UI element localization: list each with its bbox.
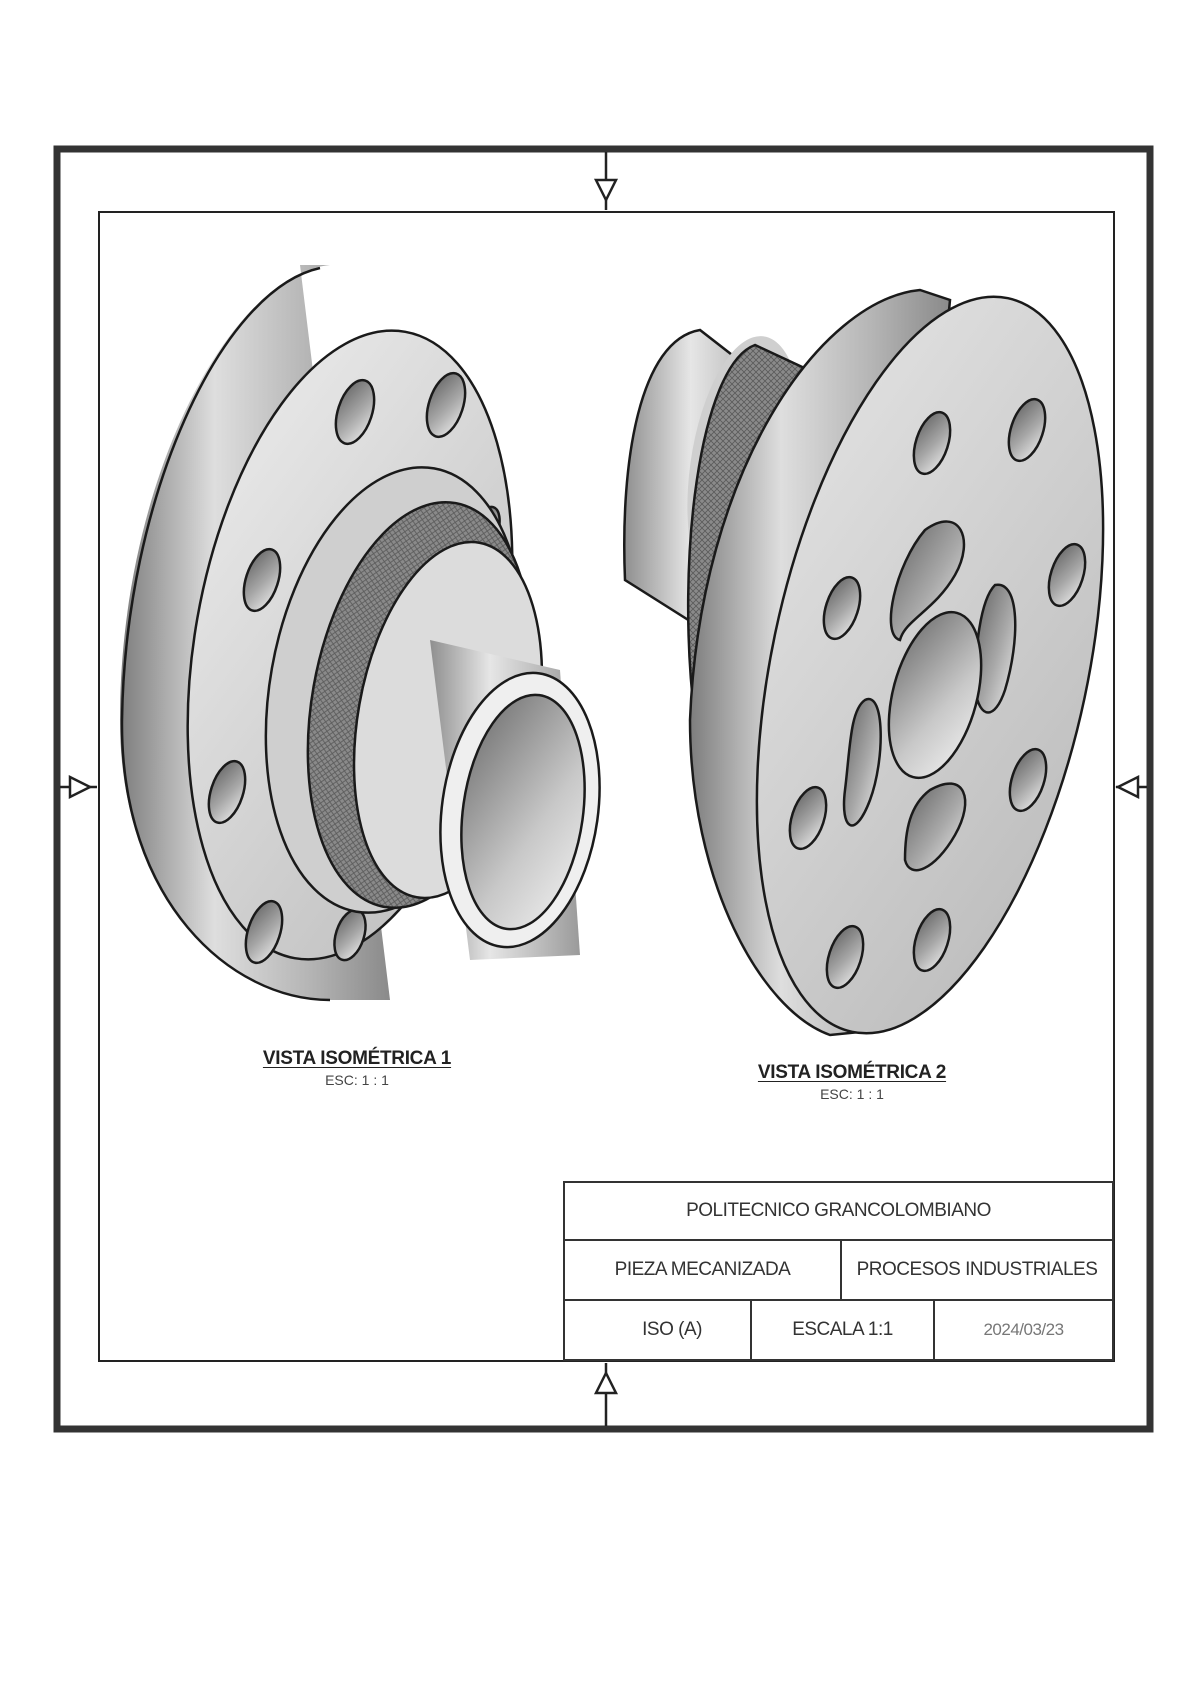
scale-label: ESCALA 1:1	[750, 1301, 933, 1359]
view-title-2: VISTA ISOMÉTRICA 2	[757, 1062, 947, 1083]
centering-arrow-icon	[1116, 777, 1147, 797]
centering-arrow-icon	[596, 152, 616, 210]
projection-label: ISO (A)	[642, 1319, 702, 1340]
isometric-view-2-drawing	[624, 265, 1162, 1064]
date-label: 2024/03/23	[933, 1301, 1112, 1359]
part-name: PIEZA MECANIZADA	[614, 1259, 791, 1280]
view-caption-1	[207, 1048, 507, 1088]
view-scale-1: ESC: 1 : 1	[325, 1072, 389, 1088]
title-block-row-part	[565, 1241, 1112, 1301]
view-title-1: VISTA ISOMÉTRICA 1	[262, 1048, 452, 1069]
view-caption-2	[702, 1062, 1002, 1102]
centering-arrow-icon	[60, 777, 97, 797]
course-name: PROCESOS INDUSTRIALES	[840, 1241, 1112, 1299]
institution-name: POLITECNICO GRANCOLOMBIANO	[686, 1200, 991, 1221]
isometric-view-1-drawing	[120, 265, 616, 1000]
title-block	[563, 1181, 1114, 1361]
view-scale-2: ESC: 1 : 1	[820, 1086, 884, 1102]
centering-arrow-icon	[596, 1363, 616, 1426]
title-block-row-institution	[565, 1183, 1112, 1241]
title-block-row-info	[565, 1301, 1112, 1359]
